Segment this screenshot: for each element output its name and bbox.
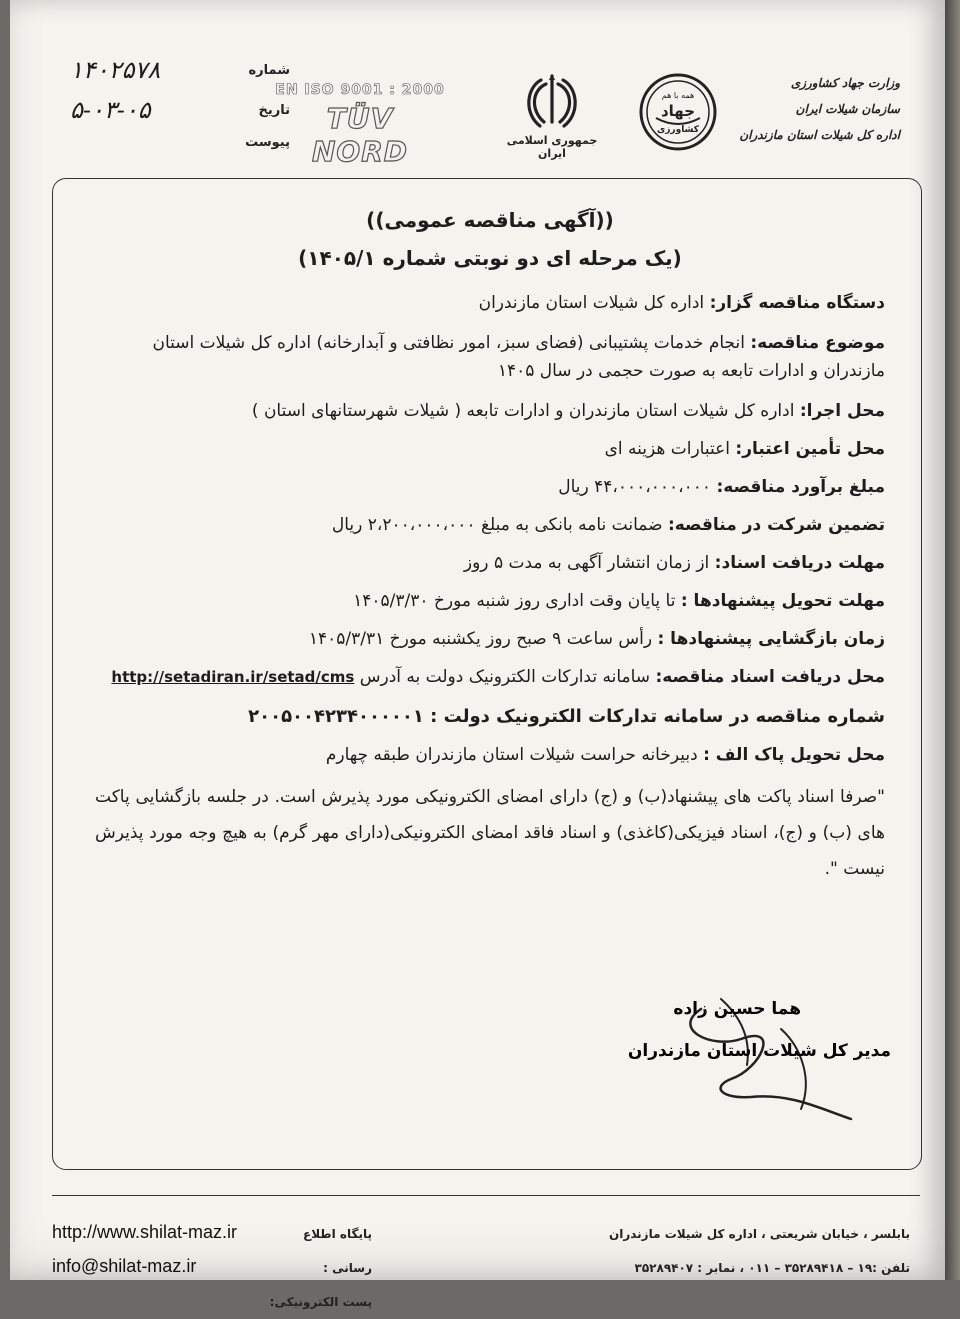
number-label: شماره <box>248 62 290 78</box>
delivery-value: دبیرخانه حراست شیلات استان مازندران طبقه چهارم <box>325 745 698 765</box>
tuv-nord-logo: TÜV NORD <box>311 102 409 168</box>
svg-text:جهاد: جهاد <box>660 102 696 120</box>
field-row <box>95 589 885 613</box>
docs-value: سامانه تدارکات الکترونیک دولت به آدرس <box>359 667 651 687</box>
ministry-line: اداره کل شیلات استان مازندران <box>739 128 900 142</box>
field-value: اعتبارات هزینه ای <box>604 439 730 459</box>
footer-divider <box>52 1195 920 1196</box>
jahad-logo <box>638 72 718 152</box>
letter-page <box>10 0 945 1309</box>
field-row <box>95 437 885 461</box>
letter-number: ۱۴۰۲۵۷۸ <box>70 56 161 84</box>
ministry-line: سازمان شیلات ایران <box>795 102 900 116</box>
field-label: مهلت دریافت اسناد: <box>714 553 885 573</box>
field-label: موضوع مناقصه: <box>750 333 885 353</box>
docs-row <box>95 665 885 689</box>
field-label: مهلت تحویل پیشنهادها : <box>680 591 885 611</box>
field-value: ضمانت نامه بانکی به مبلغ ۲،۲۰۰،۰۰۰،۰۰۰ ریال <box>331 515 663 535</box>
footer-phone: تلفن :۱۹ – ۳۵۲۸۹۴۱۸ – ۰۱۱ ، نمابر : ۳۵۲۸۹۴۰۷ <box>634 1261 910 1275</box>
emblem-caption: جمهوری اسلامی ایران <box>506 134 598 160</box>
footer-links <box>52 1215 237 1283</box>
delivery-label: محل تحویل پاک الف : <box>703 745 885 765</box>
field-label: دستگاه مناقصه گزار: <box>709 293 885 313</box>
field-label: محل تأمین اعتبار: <box>735 439 885 459</box>
field-row <box>95 513 885 537</box>
iso-certification <box>275 82 445 168</box>
signature-block <box>551 969 891 1129</box>
svg-text:همه با هم: همه با هم <box>661 91 695 100</box>
notice-title: ((آگهی مناقصه عمومی)) <box>366 208 614 232</box>
field-value: انجام خدمات پشتیبانی (فضای سبز، امور نظافتی و آبدارخانه) اداره کل شیلات استان مازندران و ادارات تابعه به صورت حجمی در سال ۱۴۰۵ <box>152 333 885 381</box>
field-row <box>95 475 885 499</box>
website-link[interactable]: http://www.shilat-maz.ir <box>52 1222 238 1242</box>
letter-meta <box>70 50 290 154</box>
field-label: مبلغ برآورد مناقصه: <box>716 477 885 497</box>
field-value: تا پایان وقت اداری روز شنبه مورخ ۱۴۰۵/۳/۳۰ <box>353 591 676 611</box>
ministry-line: وزارت جهاد کشاورزی <box>790 76 900 90</box>
field-label: تضمین شرکت در مناقصه: <box>667 515 885 535</box>
letterhead <box>50 40 920 175</box>
email-label: پست الکترونیکی: <box>269 1295 372 1309</box>
email-link[interactable]: info@shilat-maz.ir <box>52 1256 197 1276</box>
field-value: اداره کل شیلات استان مازندران <box>478 293 705 313</box>
field-row <box>95 329 885 385</box>
field-value: از زمان انتشار آگهی به مدت ۵ روز <box>463 553 710 573</box>
footer-contact <box>609 1217 910 1285</box>
jahad-logo-icon <box>638 72 718 152</box>
docs-label: محل دریافت اسناد مناقصه: <box>655 667 885 687</box>
svg-text:کشاورزی: کشاورزی <box>657 125 699 135</box>
notice-subtitle: (یک مرحله ای دو نوبتی شماره ۱۴۰۵/۱) <box>298 246 682 270</box>
field-label: محل اجرا: <box>799 401 885 421</box>
signer-name: هما حسین زاده <box>673 999 801 1019</box>
iso-text: EN ISO 9001 : 2000 <box>275 82 445 98</box>
setad-number-row <box>95 705 885 729</box>
signer-title: مدیر کل شیلات استان مازندران <box>627 1041 891 1061</box>
iran-emblem <box>502 70 602 160</box>
iran-emblem-icon <box>522 70 582 132</box>
delivery-row <box>95 743 885 767</box>
footer-labels <box>262 1217 372 1319</box>
field-value: اداره کل شیلات استان مازندران و ادارات تابعه ( شیلات شهرستانهای استان ) <box>251 401 795 421</box>
attachment-label: پیوست <box>245 134 290 150</box>
field-row <box>95 399 885 423</box>
tender-notice <box>52 178 922 1170</box>
field-label: زمان بازگشایی پیشنهادها : <box>657 629 885 649</box>
field-value: ۴۴،۰۰۰،۰۰۰،۰۰۰ ریال <box>558 477 712 497</box>
field-row <box>95 627 885 651</box>
electronic-signature-note: "صرفا اسناد پاکت های پیشنهاد(ب) و (ج) دارای امضای الکترونیکی مورد پذیرش است. در جلسه بازگشایی پاکت های (ب) و (ج)، اسناد فیزیکی(کاغذی) و اسناد فاقد امضای الکترونیکی(دارای مهر گرم) به هیچ وجه مورد پذیرش نیست ". <box>95 787 885 879</box>
field-row <box>95 551 885 575</box>
setad-label: شماره مناقصه در سامانه تدارکات الکترونیک دولت : <box>430 706 885 727</box>
date-label: تاریخ <box>258 102 290 118</box>
setad-number: ۲۰۰۵۰۰۴۲۳۴۰۰۰۰۰۱ <box>248 706 424 727</box>
website-label: پایگاه اطلاع رسانی : <box>303 1227 372 1275</box>
letter-footer <box>52 1195 920 1309</box>
letter-date: ۵-۰۳-۰۵ <box>70 96 151 124</box>
field-value: رأس ساعت ۹ صبح روز یکشنبه مورخ ۱۴۰۵/۳/۳۱ <box>308 629 653 649</box>
ministry-block <box>720 70 900 148</box>
setad-link[interactable]: http://setadiran.ir/setad/cms <box>111 668 355 686</box>
field-row <box>95 291 885 315</box>
footer-address: بابلسر ، خیابان شریعتی ، اداره کل شیلات مازندران <box>608 1227 910 1241</box>
background-edge <box>945 0 960 1280</box>
